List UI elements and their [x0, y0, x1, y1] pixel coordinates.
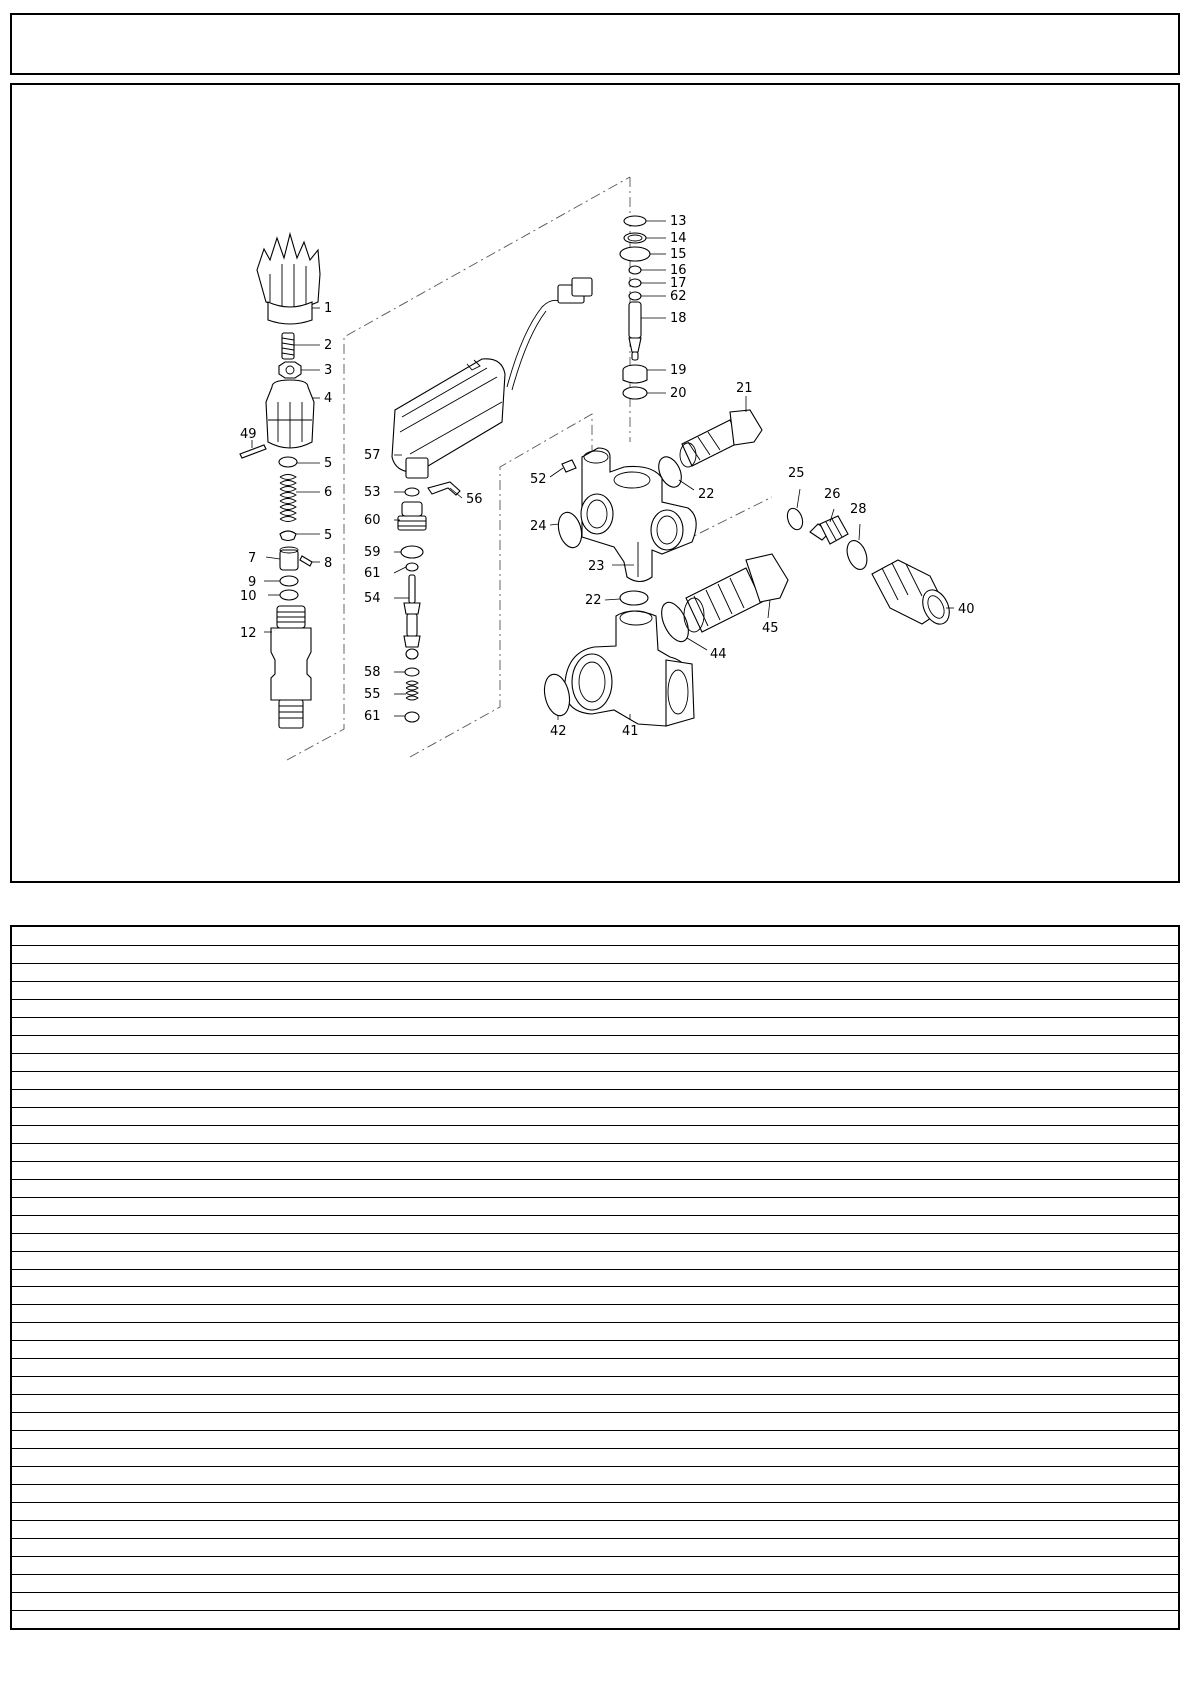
table-row-divider — [12, 1610, 1178, 1611]
table-row-divider — [12, 963, 1178, 964]
callout-53: 53 — [364, 485, 381, 500]
callout-4: 4 — [324, 391, 333, 406]
callout-60: 60 — [364, 513, 381, 528]
table-row-divider — [12, 1592, 1178, 1593]
solenoid-stem — [404, 575, 420, 659]
exploded-view-diagram — [10, 83, 1180, 883]
table-row-divider — [12, 1179, 1178, 1180]
table-row-divider — [12, 1322, 1178, 1323]
callout-20: 20 — [670, 386, 687, 401]
side-pin — [300, 556, 312, 566]
o-ring-10 — [280, 590, 298, 600]
callout-61-lower: 61 — [364, 709, 381, 724]
banjo-bolt-21 — [680, 410, 762, 467]
o-ring-61-upper — [406, 563, 418, 571]
callout-44: 44 — [710, 647, 727, 662]
callout-23: 23 — [588, 559, 605, 574]
table-row-divider — [12, 1448, 1178, 1449]
callout-49: 49 — [240, 427, 257, 442]
table-row-divider — [12, 1053, 1178, 1054]
callout-8: 8 — [324, 556, 333, 571]
callout-45: 45 — [762, 621, 779, 636]
table-row-divider — [12, 1233, 1178, 1234]
callout-26: 26 — [824, 487, 841, 502]
callout-12: 12 — [240, 626, 257, 641]
table-row-divider — [12, 1125, 1178, 1126]
table-row-divider — [12, 1556, 1178, 1557]
o-ring-14 — [624, 233, 646, 243]
regulator-body — [271, 606, 311, 728]
callout-61-upper: 61 — [364, 566, 381, 581]
regulator-spring — [280, 475, 296, 522]
o-ring-58 — [405, 668, 419, 676]
table-row-divider — [12, 1251, 1178, 1252]
callout-2: 2 — [324, 338, 333, 353]
callout-22-upper: 22 — [698, 487, 715, 502]
callout-1: 1 — [324, 301, 333, 316]
o-ring-13 — [624, 216, 646, 226]
spring-washer-lower — [280, 531, 296, 541]
callout-21: 21 — [736, 381, 753, 396]
table-row-divider — [12, 1574, 1178, 1575]
callout-19: 19 — [670, 363, 687, 378]
header-box — [10, 13, 1180, 75]
callout-10: 10 — [240, 589, 257, 604]
solenoid-module — [392, 359, 505, 478]
table-row-divider — [12, 1197, 1178, 1198]
callout-3: 3 — [324, 363, 333, 378]
callout-42: 42 — [550, 724, 567, 739]
table-row-divider — [12, 1358, 1178, 1359]
table-row-divider — [12, 1520, 1178, 1521]
o-ring-16 — [629, 266, 641, 274]
regulator-screw — [282, 333, 294, 359]
callout-17: 17 — [670, 276, 687, 291]
table-row-divider — [12, 1107, 1178, 1108]
callout-6: 6 — [324, 485, 333, 500]
regulator-pin — [240, 445, 266, 458]
callout-54: 54 — [364, 591, 381, 606]
callout-9: 9 — [248, 575, 257, 590]
solenoid-cable — [507, 278, 592, 390]
o-ring-25 — [785, 506, 806, 531]
o-ring-22-lower — [620, 591, 648, 605]
table-row-divider — [12, 1484, 1178, 1485]
assembly-guide-lines — [287, 177, 772, 760]
valve-seat-19 — [623, 365, 647, 383]
plug-52 — [562, 460, 576, 472]
table-row-divider — [12, 1071, 1178, 1072]
valve-piston — [629, 302, 641, 360]
callout-40: 40 — [958, 602, 975, 617]
table-row-divider — [12, 1340, 1178, 1341]
diagram-drawing — [12, 85, 1178, 881]
valve-seat-60 — [398, 502, 426, 530]
piston-sleeve — [280, 547, 298, 570]
table-row-divider — [12, 1161, 1178, 1162]
table-row-divider — [12, 1376, 1178, 1377]
table-row-divider — [12, 1215, 1178, 1216]
o-ring-53 — [405, 488, 419, 496]
table-row-divider — [12, 1538, 1178, 1539]
callout-59: 59 — [364, 545, 381, 560]
callout-16: 16 — [670, 263, 687, 278]
table-row-divider — [12, 1304, 1178, 1305]
o-ring-59 — [401, 546, 423, 558]
stem-spring — [406, 681, 418, 700]
check-valve-26 — [810, 516, 848, 544]
o-ring-20 — [623, 387, 647, 399]
callout-24: 24 — [530, 519, 547, 534]
table-row-divider — [12, 1269, 1178, 1270]
o-ring-17 — [629, 279, 641, 287]
callout-22-lower: 22 — [585, 593, 602, 608]
callout-14: 14 — [670, 231, 687, 246]
o-ring-28 — [843, 538, 870, 572]
regulator-housing — [266, 380, 314, 448]
parts-list-table — [10, 925, 1180, 1630]
spring-washer-upper — [279, 457, 297, 467]
table-row-divider — [12, 1412, 1178, 1413]
callout-15: 15 — [670, 247, 687, 262]
table-row-divider — [12, 1035, 1178, 1036]
table-row-divider — [12, 1089, 1178, 1090]
table-row-divider — [12, 1394, 1178, 1395]
callout-25: 25 — [788, 466, 805, 481]
table-row-divider — [12, 1430, 1178, 1431]
callout-57: 57 — [364, 448, 381, 463]
callout-7: 7 — [248, 551, 257, 566]
callout-5-lower: 5 — [324, 528, 333, 543]
table-row-divider — [12, 1143, 1178, 1144]
retaining-clip — [428, 482, 460, 495]
callout-56: 56 — [466, 492, 483, 507]
callout-13: 13 — [670, 214, 687, 229]
callout-28: 28 — [850, 502, 867, 517]
callout-18: 18 — [670, 311, 687, 326]
regulator-nut — [279, 362, 301, 378]
callout-62: 62 — [670, 289, 687, 304]
table-row-divider — [12, 1017, 1178, 1018]
regulator-knob — [257, 234, 320, 324]
table-row-divider — [12, 999, 1178, 1000]
callout-52: 52 — [530, 472, 547, 487]
callout-58: 58 — [364, 665, 381, 680]
table-row-divider — [12, 981, 1178, 982]
table-row-divider — [12, 1286, 1178, 1287]
callout-55: 55 — [364, 687, 381, 702]
o-ring-15 — [620, 247, 650, 261]
callout-41: 41 — [622, 724, 639, 739]
o-ring-62 — [629, 292, 641, 300]
o-ring-61-lower — [405, 712, 419, 722]
adapter-nipple-40 — [872, 560, 954, 628]
table-row-divider — [12, 1502, 1178, 1503]
o-ring-9 — [280, 576, 298, 586]
table-row-divider — [12, 1466, 1178, 1467]
table-row-divider — [12, 945, 1178, 946]
callout-5-upper: 5 — [324, 456, 333, 471]
